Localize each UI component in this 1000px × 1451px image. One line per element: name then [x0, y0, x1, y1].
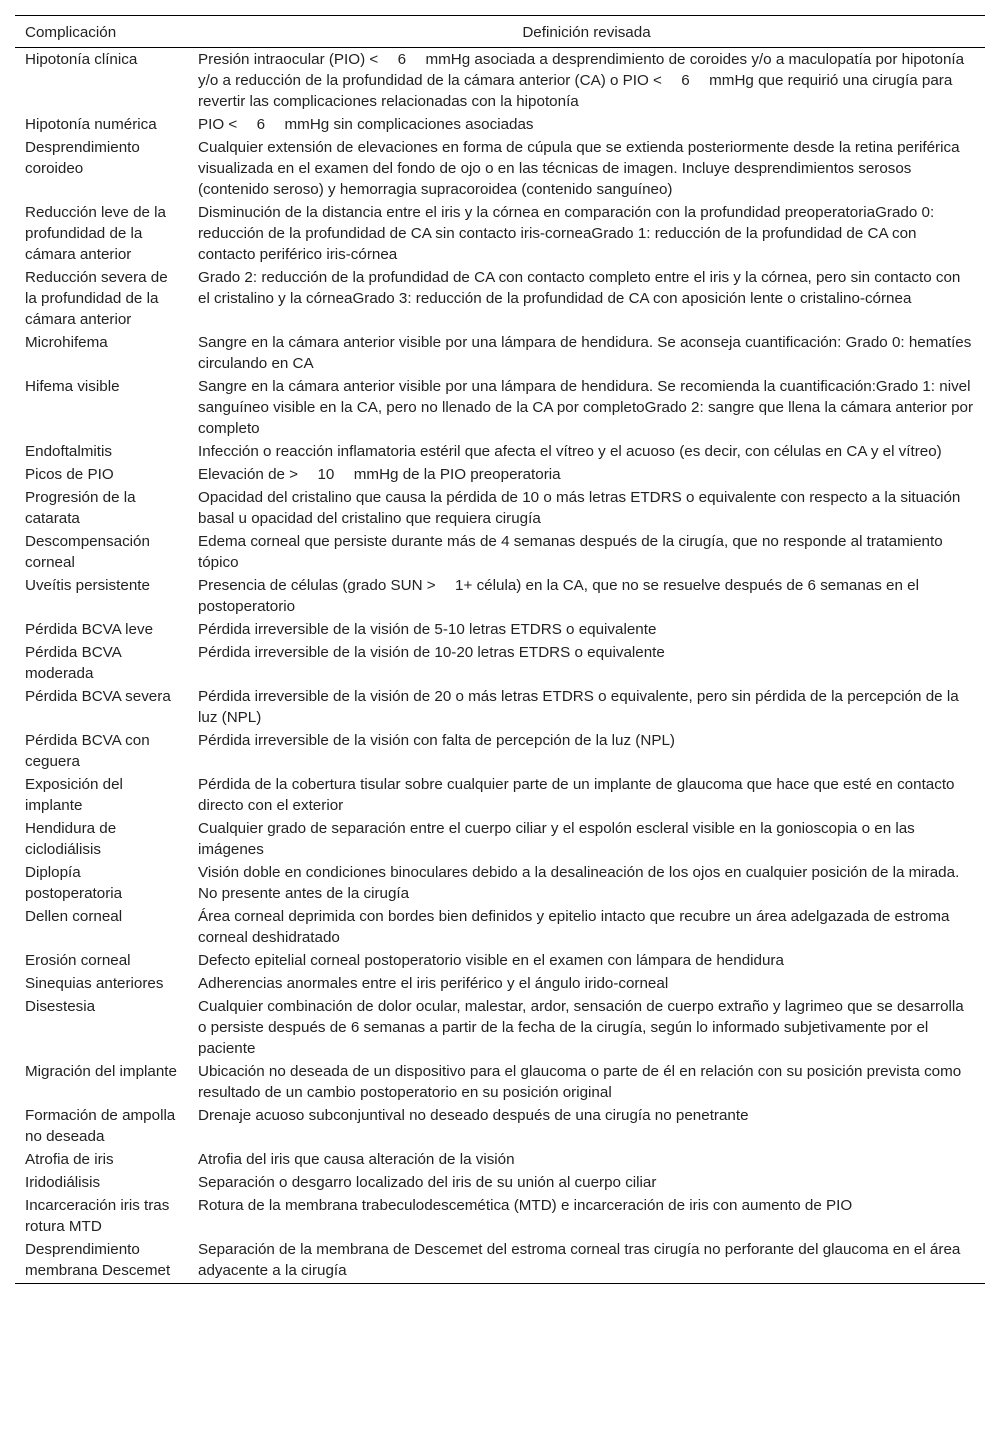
definition-cell: Infección o reacción inflamatoria estéril que afecta el vítreo y el acuoso (es decir, con células en CA y el vítreo)	[198, 443, 942, 460]
complication-cell: Hifema visible	[25, 378, 120, 395]
definition-cell: Presión intraocular (PIO) < 6 mmHg asociada a desprendimiento de coroides y/o a maculopatía por hipotonía y/o a reducción de la profundidad de la cámara anterior (CA) o PIO < 6 mmHg que requirió una cirugía para revertir las complicaciones relacionadas con la hipotonía	[198, 51, 965, 110]
table-row	[15, 266, 985, 331]
header-definition: Definición revisada	[188, 16, 985, 48]
table-row	[15, 1194, 985, 1238]
definition-cell: Área corneal deprimida con bordes bien definidos y epitelio intacto que recubre un área adelgazada de estroma corneal deshidratado	[198, 908, 950, 946]
table-row	[15, 201, 985, 266]
table-row	[15, 773, 985, 817]
complication-cell: Disestesia	[25, 998, 96, 1015]
complication-cell: Desprendimiento membrana Descemet	[15, 1238, 188, 1284]
complications-table	[15, 15, 985, 1284]
complication-cell: Erosión corneal	[25, 952, 131, 969]
table-row	[15, 486, 985, 530]
table-row	[15, 949, 985, 972]
definition-cell: Atrofia del iris que causa alteración de la visión	[198, 1151, 515, 1168]
complication-cell: Sinequias anteriores	[25, 975, 164, 992]
table-header	[15, 16, 985, 48]
complication-cell: Descompensación corneal	[25, 533, 150, 571]
complications-table-container	[15, 15, 985, 1284]
definition-cell: Separación de la membrana de Descemet del estroma corneal tras cirugía no perforante del glaucoma en el área adyacente a la cirugía	[188, 1238, 985, 1284]
definition-cell: Pérdida irreversible de la visión de 20 o más letras ETDRS o equivalente, pero sin pérdida de la percepción de la luz (NPL)	[198, 688, 959, 726]
definition-cell: Sangre en la cámara anterior visible por una lámpara de hendidura. Se recomienda la cuantificación:Grado 1: nivel sanguíneo visible en la CA, pero no llenado de la CA por completoGrado 2: sangre que llena la cámara anterior por completo	[198, 378, 974, 437]
complication-cell: Progresión de la catarata	[25, 489, 136, 527]
complication-cell: Uveítis persistente	[25, 577, 150, 594]
table-row	[15, 375, 985, 440]
complication-cell: Exposición del implante	[25, 776, 123, 814]
table-row	[15, 905, 985, 949]
definition-cell: Defecto epitelial corneal postoperatorio visible en el examen con lámpara de hendidura	[198, 952, 784, 969]
table-row	[15, 463, 985, 486]
definition-cell: Drenaje acuoso subconjuntival no deseado después de una cirugía no penetrante	[198, 1107, 749, 1124]
complication-cell: Desprendimiento coroideo	[25, 139, 140, 177]
complication-cell: Reducción severa de la profundidad de la cámara anterior	[25, 269, 168, 328]
complication-cell: Atrofia de iris	[25, 1151, 114, 1168]
header-complication: Complicación	[15, 16, 188, 48]
definition-cell: Presencia de células (grado SUN > 1+ célula) en la CA, que no se resuelve después de 6 semanas en el postoperatorio	[198, 577, 919, 615]
table-row	[15, 618, 985, 641]
header-row	[15, 16, 985, 48]
complication-cell: Formación de ampolla no deseada	[25, 1107, 176, 1145]
definition-cell: Disminución de la distancia entre el iris y la córnea en comparación con la profundidad preoperatoriaGrado 0: reducción de la profundidad de CA sin contacto iris-corneaGrado 1: reducción de la profundidad de CA con contacto periférico iris-córnea	[198, 204, 935, 263]
complication-cell: Reducción leve de la profundidad de la cámara anterior	[25, 204, 166, 263]
table-row	[15, 1238, 985, 1284]
table-row	[15, 861, 985, 905]
definition-cell: Cualquier grado de separación entre el cuerpo ciliar y el espolón escleral visible en la gonioscopia o en las imágenes	[198, 820, 915, 858]
definition-cell: Separación o desgarro localizado del iris de su unión al cuerpo ciliar	[198, 1174, 657, 1191]
definition-cell: Visión doble en condiciones binoculares debido a la desalineación de los ojos en cualquier posición de la mirada. No presente antes de la cirugía	[198, 864, 960, 902]
complication-cell: Endoftalmitis	[25, 443, 112, 460]
table-row	[15, 729, 985, 773]
complication-cell: Dellen corneal	[25, 908, 123, 925]
table-row	[15, 48, 985, 114]
definition-cell: PIO < 6 mmHg sin complicaciones asociadas	[198, 116, 534, 133]
definition-cell: Pérdida irreversible de la visión de 5-10 letras ETDRS o equivalente	[198, 621, 657, 638]
table-row	[15, 113, 985, 136]
table-row	[15, 972, 985, 995]
table-body	[15, 48, 985, 1284]
complication-cell: Migración del implante	[25, 1063, 177, 1080]
definition-cell: Elevación de > 10 mmHg de la PIO preoperatoria	[198, 466, 561, 483]
definition-cell: Rotura de la membrana trabeculodescemética (MTD) e incarceración de iris con aumento de PIO	[198, 1197, 853, 1214]
complication-cell: Pérdida BCVA con ceguera	[25, 732, 150, 770]
complication-cell: Diplopía postoperatoria	[25, 864, 123, 902]
table-row	[15, 1060, 985, 1104]
table-row	[15, 641, 985, 685]
complication-cell: Hendidura de ciclodiálisis	[25, 820, 117, 858]
complication-cell: Hipotonía numérica	[25, 116, 157, 133]
complication-cell: Pérdida BCVA moderada	[25, 644, 121, 682]
table-row	[15, 995, 985, 1060]
definition-cell: Edema corneal que persiste durante más de 4 semanas después de la cirugía, que no responde al tratamiento tópico	[198, 533, 943, 571]
table-row	[15, 136, 985, 201]
table-row	[15, 1104, 985, 1148]
complication-cell: Iridodiálisis	[25, 1174, 101, 1191]
table-row	[15, 440, 985, 463]
complication-cell: Microhifema	[25, 334, 108, 351]
definition-cell: Cualquier extensión de elevaciones en forma de cúpula que se extienda posteriormente desde la retina periférica visualizada en el examen del fondo de ojo o en las técnicas de imagen. Incluye desprendimientos serosos (contenido seroso) y hemorragia supracoroidea (contenido sanguíneo)	[198, 139, 960, 198]
table-row	[15, 530, 985, 574]
complication-cell: Pérdida BCVA leve	[25, 621, 154, 638]
table-row	[15, 685, 985, 729]
complication-cell: Hipotonía clínica	[25, 51, 138, 68]
definition-cell: Pérdida irreversible de la visión de 10-20 letras ETDRS o equivalente	[198, 644, 665, 661]
definition-cell: Sangre en la cámara anterior visible por una lámpara de hendidura. Se aconseja cuantificación: Grado 0: hematíes circulando en CA	[198, 334, 972, 372]
complication-cell: Incarceración iris tras rotura MTD	[25, 1197, 170, 1235]
complication-cell: Pérdida BCVA severa	[25, 688, 171, 705]
definition-cell: Pérdida de la cobertura tisular sobre cualquier parte de un implante de glaucoma que hace que esté en contacto directo con el exterior	[198, 776, 955, 814]
table-row	[15, 817, 985, 861]
definition-cell: Adherencias anormales entre el iris periférico y el ángulo irido-corneal	[198, 975, 669, 992]
table-row	[15, 331, 985, 375]
table-row	[15, 1171, 985, 1194]
definition-cell: Ubicación no deseada de un dispositivo para el glaucoma o parte de él en relación con su posición prevista como resultado de un cambio postoperatorio en su posición original	[198, 1063, 962, 1101]
definition-cell: Pérdida irreversible de la visión con falta de percepción de la luz (NPL)	[198, 732, 675, 749]
definition-cell: Opacidad del cristalino que causa la pérdida de 10 o más letras ETDRS o equivalente con respecto a la situación basal u opacidad del cristalino que requiera cirugía	[198, 489, 961, 527]
table-row	[15, 574, 985, 618]
table-row	[15, 1148, 985, 1171]
definition-cell: Cualquier combinación de dolor ocular, malestar, ardor, sensación de cuerpo extraño y lagrimeo que se desarrolla o persiste después de 6 semanas a partir de la fecha de la cirugía, según lo informado subjetivamente por el paciente	[198, 998, 964, 1057]
definition-cell: Grado 2: reducción de la profundidad de CA con contacto completo entre el iris y la córnea, pero sin contacto con el cristalino y la córneaGrado 3: reducción de la profundidad de CA con aposición lente o cristalino-córnea	[198, 269, 961, 307]
complication-cell: Picos de PIO	[25, 466, 114, 483]
